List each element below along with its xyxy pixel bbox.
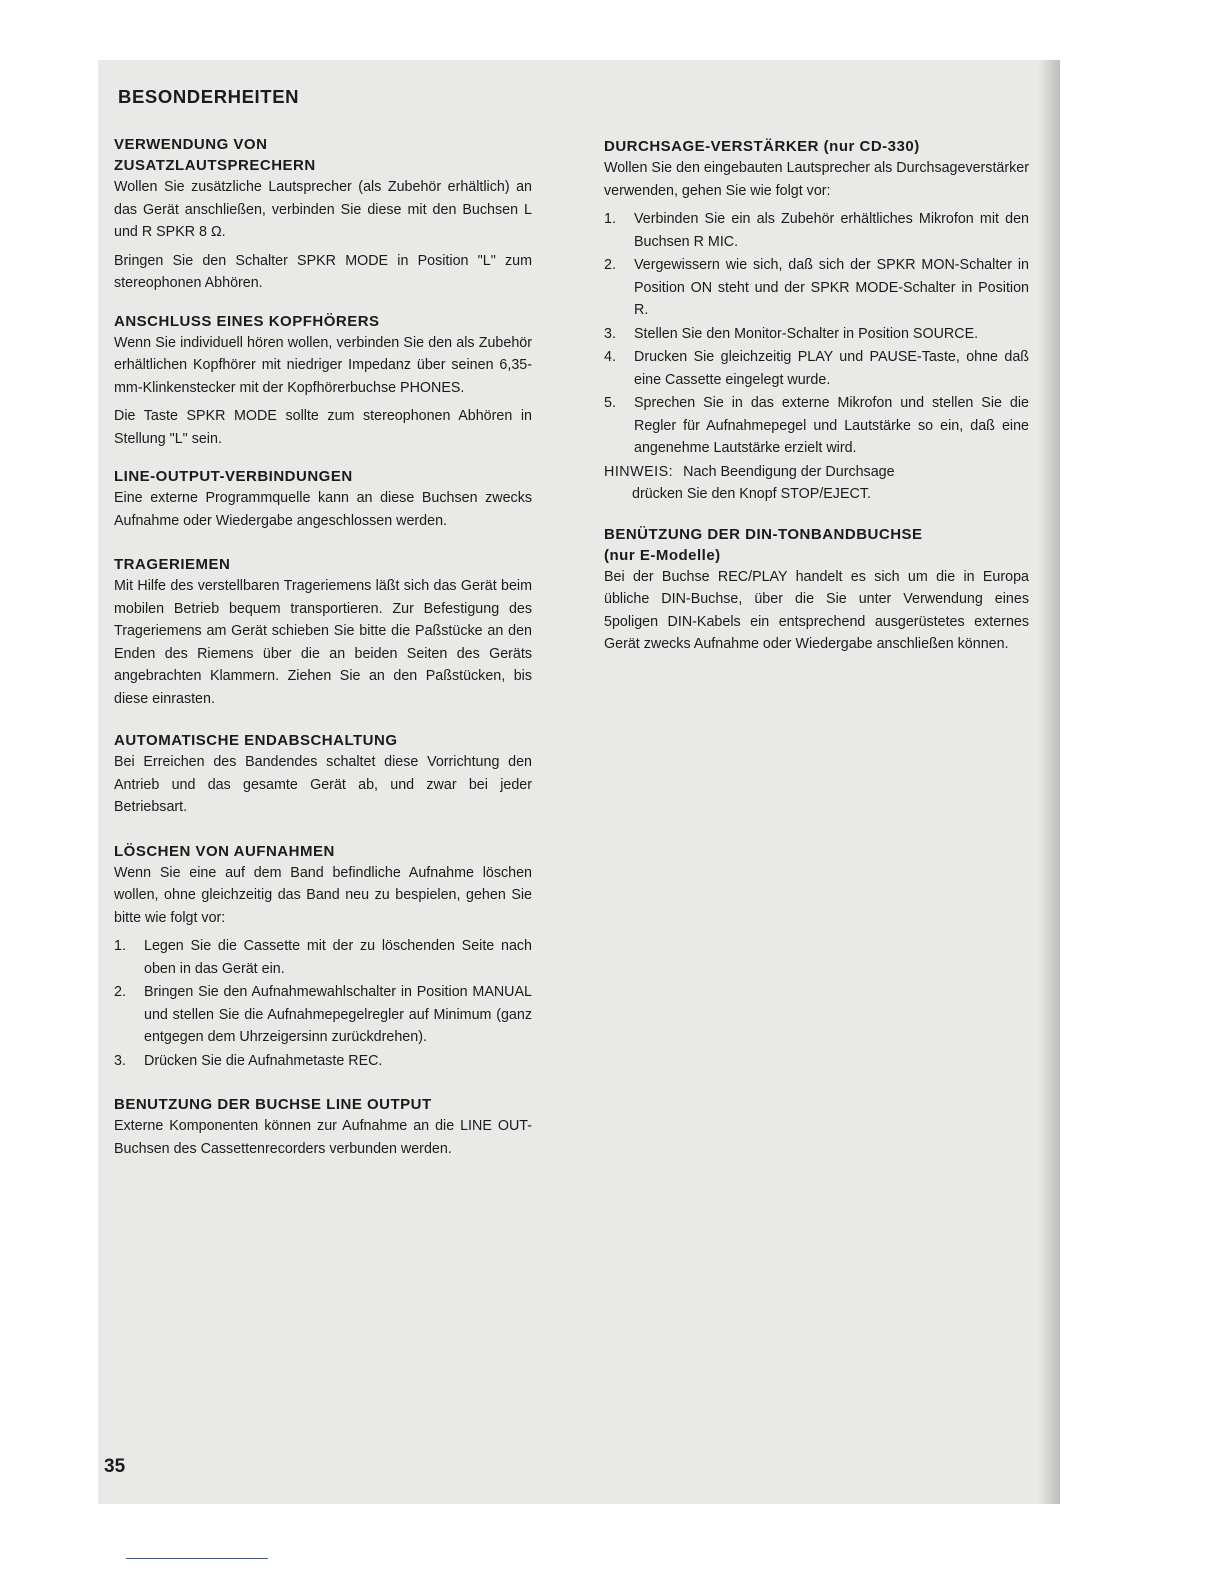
paragraph: Bei der Buchse REC/PLAY handelt es sich um die in Europa übliche DIN-Buchse, über die Sie unter Verwendung eines 5poligen DIN-Kabels ein entsprechend ausgerüstetes externes Gerät zwecks Aufnahme oder Wiedergabe anschließen können. <box>604 568 1029 652</box>
note-text: Nach Beendigung der Durchsage <box>683 463 895 480</box>
note-label: HINWEIS: <box>604 463 674 480</box>
right-column <box>604 136 1029 672</box>
note-continuation: drücken Sie den Knopf STOP/EJECT. <box>632 486 871 502</box>
list-item: 1. Legen Sie die Cassette mit der zu löschenden Seite nach oben in das Gerät ein. <box>114 938 532 977</box>
list-item: 1. Verbinden Sie ein als Zubehör erhältliches Mikrofon mit den Buchsen R MIC. <box>604 211 1029 250</box>
paragraph: Wollen Sie den eingebauten Lautsprecher als Durchsageverstärker verwenden, gehen Sie wie folgt vor: <box>604 160 1029 199</box>
page-number: 35 <box>104 1456 126 1477</box>
list-item: 4. Drucken Sie gleichzeitig PLAY und PAUSE-Taste, ohne daß eine Cassette eingelegt wurde. <box>604 349 1029 388</box>
section-heading: TRAGERIEMEN <box>114 556 231 573</box>
step-list <box>114 935 532 1072</box>
list-item: 2. Bringen Sie den Aufnahmewahlschalter in Position MANUAL und stellen Sie die Aufnahmepegelregler auf Minimum (ganz entgegen dem Uhrzeigersinn zurückdrehen). <box>114 984 532 1045</box>
paragraph: Bei Erreichen des Bandendes schaltet diese Vorrichtung den Antrieb und das gesamte Gerät ab, und zwar bei jeder Betriebsart. <box>114 754 532 815</box>
section-heading <box>604 524 1029 566</box>
section-heading: LINE-OUTPUT-VERBINDUNGEN <box>114 468 353 485</box>
section-loeschen <box>114 841 532 1073</box>
section-endabschaltung <box>114 730 532 819</box>
note <box>604 461 1029 484</box>
page-edge-shadow <box>1038 60 1060 1504</box>
list-item: 3. Drücken Sie die Aufnahmetaste REC. <box>114 1052 383 1069</box>
paragraph: Die Taste SPKR MODE sollte zum stereophonen Abhören in Stellung "L" sein. <box>114 408 532 447</box>
page-title: BESONDERHEITEN <box>118 86 300 107</box>
section-zusatzlautsprecher <box>114 134 532 295</box>
section-trageriemen <box>114 554 532 710</box>
section-din <box>604 524 1029 656</box>
paragraph: Bringen Sie den Schalter SPKR MODE in Position "L" zum stereophonen Abhören. <box>114 252 532 291</box>
section-kopfhoerer <box>114 311 532 451</box>
heading-line-1: BENÜTZUNG DER DIN-TONBANDBUCHSE <box>604 525 923 543</box>
scanned-page <box>98 60 1060 1504</box>
paragraph: Wenn Sie individuell hören wollen, verbinden Sie den als Zubehör erhältlichen Kopfhörer mit niedriger Impedanz über seinen 6,35-mm-Klinkenstecker mit der Kopfhörerbuchse PHONES. <box>114 334 532 396</box>
section-heading: DURCHSAGE-VERSTÄRKER (nur CD-330) <box>604 138 920 155</box>
section-line-out-buchse <box>114 1094 532 1160</box>
paragraph: Externe Komponenten können zur Aufnahme an die LINE OUT-Buchsen des Cassettenrecorders verbunden werden. <box>114 1118 532 1157</box>
paragraph: Wenn Sie eine auf dem Band befindliche Aufnahme löschen wollen, ohne gleichzeitig das Band neu zu bespielen, gehen Sie bitte wie folgt vor: <box>114 864 532 926</box>
heading-line-2: (nur E-Modelle) <box>604 546 721 564</box>
list-item: 5. Sprechen Sie in das externe Mikrofon und stellen Sie die Regler für Aufnahmepegel und Lautstärke so ein, daß eine angenehme Lautstärke erzielt wird. <box>604 395 1029 456</box>
list-item: 2. Vergewissern wie sich, daß sich der SPKR MON-Schalter in Position ON steht und der SPKR MODE-Schalter in Position R. <box>604 257 1029 318</box>
paragraph: Mit Hilfe des verstellbaren Trageriemens läßt sich das Gerät beim mobilen Betrieb bequem transportieren. Zur Befestigung des Trageriemens am Gerät schieben Sie bitte die Paßstücke an den Enden des Riemens über die an beiden Seiten des Geräts angebrachten Klammern. Ziehen Sie an den Paßstücken, bis diese einrasten. <box>114 578 532 707</box>
section-heading: ANSCHLUSS EINES KOPFHÖRERS <box>114 312 380 330</box>
section-heading: BENUTZUNG DER BUCHSE LINE OUTPUT <box>114 1096 432 1113</box>
left-column <box>114 134 532 1176</box>
section-heading <box>114 134 532 176</box>
paragraph: Wollen Sie zusätzliche Lautsprecher (als Zubehör erhältlich) an das Gerät anschließen, verbinden Sie diese mit den Buchsen L und R SPKR 8 Ω. <box>114 179 532 240</box>
section-line-output <box>114 466 532 532</box>
heading-line-2: ZUSATZLAUTSPRECHERN <box>114 157 316 174</box>
section-heading: LÖSCHEN VON AUFNAHMEN <box>114 842 335 860</box>
heading-line-1: VERWENDUNG VON <box>114 136 268 153</box>
footer-rule <box>126 1558 268 1559</box>
paragraph: Eine externe Programmquelle kann an diese Buchsen zwecks Aufnahme oder Wiedergabe angeschlossen werden. <box>114 490 532 529</box>
section-durchsage <box>604 136 1029 506</box>
step-list <box>604 208 1029 460</box>
section-heading: AUTOMATISCHE ENDABSCHALTUNG <box>114 732 398 749</box>
list-item: 3. Stellen Sie den Monitor-Schalter in Position SOURCE. <box>604 325 979 342</box>
